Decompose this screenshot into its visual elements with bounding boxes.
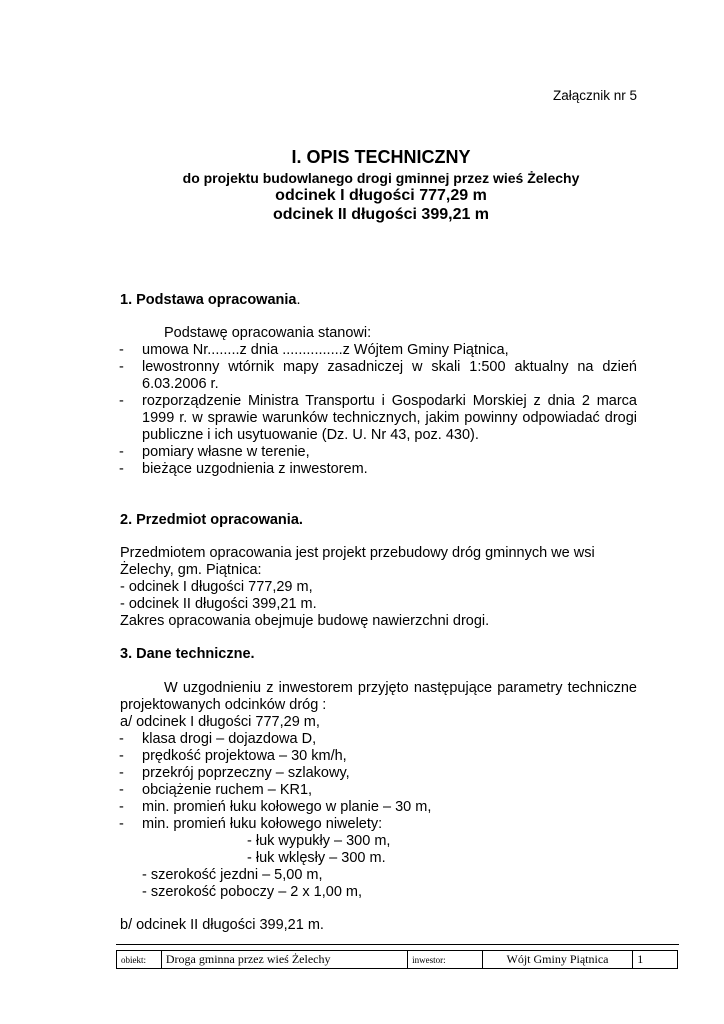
list-item: obciążenie ruchem – KR1,: [142, 782, 313, 798]
list-item: umowa Nr........z dnia ...............z Wójtem Gminy Piątnica,: [142, 342, 509, 358]
footer-inwestor-label: inwestor:: [412, 955, 446, 965]
list-item-continuation: 1999 r. w sprawie warunków technicznych, jakim powinny odpowiadać drogi: [142, 410, 637, 426]
document-subtitle: do projektu budowlanego drogi gminnej przez wieś Żelechy: [182, 170, 580, 186]
list-dash: -: [119, 748, 124, 764]
paragraph-line: Przedmiotem opracowania jest projekt przebudowy dróg gminnych we wsi: [120, 545, 595, 561]
footer-inwestor-label-cell: [408, 951, 483, 969]
paragraph-line: Zakres opracowania obejmuje budowę nawierzchni drogi.: [120, 613, 490, 629]
list-dash: -: [119, 731, 124, 747]
section-3-intro-continuation: projektowanych odcinków dróg :: [120, 697, 327, 713]
list-dash: -: [119, 342, 124, 358]
section-2-heading: 2. Przedmiot opracowania.: [120, 512, 303, 528]
list-dash: -: [119, 799, 124, 815]
footer-page-cell: [633, 951, 678, 969]
section-3-intro: W uzgodnieniu z inwestorem przyjęto następujące parametry techniczne: [164, 680, 637, 696]
footer-obiekt-label: obiekt:: [121, 955, 146, 965]
page-number: 1: [637, 952, 644, 966]
list-item: bieżące uzgodnienia z inwestorem.: [142, 461, 368, 477]
list-item: klasa drogi – dojazdowa D,: [142, 731, 317, 747]
section-length-1: odcinek I długości 777,29 m: [275, 187, 487, 204]
sub-list-item: - łuk wypukły – 300 m,: [247, 833, 391, 849]
section-1-heading: [120, 292, 301, 309]
section-length-2: odcinek II długości 399,21 m: [272, 206, 490, 223]
list-item: min. promień łuku kołowego w planie – 30 m,: [142, 799, 432, 815]
footer-table: [116, 950, 678, 969]
list-dash: -: [119, 816, 124, 832]
list-item-continuation: 6.03.2006 r.: [142, 376, 219, 392]
list-item-continuation: publiczne i ich usytuowanie (Dz. U. Nr 43, poz. 430).: [142, 427, 479, 443]
list-item: lewostronny wtórnik mapy zasadniczej w skali 1:500 aktualny na dzień: [142, 359, 637, 375]
list-item: pomiary własne w terenie,: [142, 444, 310, 460]
footer-obiekt-value: Droga gminna przez wieś Żelechy: [165, 952, 331, 966]
list-dash: -: [119, 765, 124, 781]
part-a-heading: a/ odcinek I długości 777,29 m,: [120, 714, 320, 730]
list-item: prędkość projektowa – 30 km/h,: [142, 748, 347, 764]
paragraph-line: - odcinek II długości 399,21 m.: [120, 596, 317, 612]
paragraph-line: Żelechy, gm. Piątnica:: [120, 562, 262, 578]
list-item: przekrój poprzeczny – szlakowy,: [142, 765, 350, 781]
footer-inwestor-value: Wójt Gminy Piątnica: [506, 952, 609, 966]
attachment-label: Załącznik nr 5: [553, 88, 638, 103]
list-dash: -: [119, 782, 124, 798]
footer-inwestor-value-cell: [482, 951, 633, 969]
list-dash: -: [119, 444, 124, 460]
section-1-heading-text: 1. Podstawa opracowania: [120, 292, 297, 308]
list-dash: -: [119, 461, 124, 477]
list-dash: -: [119, 359, 124, 375]
footer-rule: [116, 944, 679, 945]
extra-item: - szerokość poboczy – 2 x 1,00 m,: [142, 884, 363, 900]
list-item: rozporządzenie Ministra Transportu i Gospodarki Morskiej z dnia 2 marca: [142, 393, 637, 409]
paragraph-line: - odcinek I długości 777,29 m,: [120, 579, 313, 595]
footer-obiekt-value-cell: [161, 951, 407, 969]
sub-list-item: - łuk wklęsły – 300 m.: [247, 850, 386, 866]
list-dash: -: [119, 393, 124, 409]
footer-obiekt-label-cell: [117, 951, 162, 969]
document-title: I. OPIS TECHNICZNY: [291, 147, 471, 167]
section-1-heading-dot: .: [296, 292, 301, 308]
extra-item: - szerokość jezdni – 5,00 m,: [142, 867, 323, 883]
list-item: min. promień łuku kołowego niwelety:: [142, 816, 383, 832]
section-3-heading: 3. Dane techniczne.: [120, 646, 255, 662]
part-b-heading: b/ odcinek II długości 399,21 m.: [120, 917, 324, 933]
section-1-intro: Podstawę opracowania stanowi:: [164, 325, 372, 341]
